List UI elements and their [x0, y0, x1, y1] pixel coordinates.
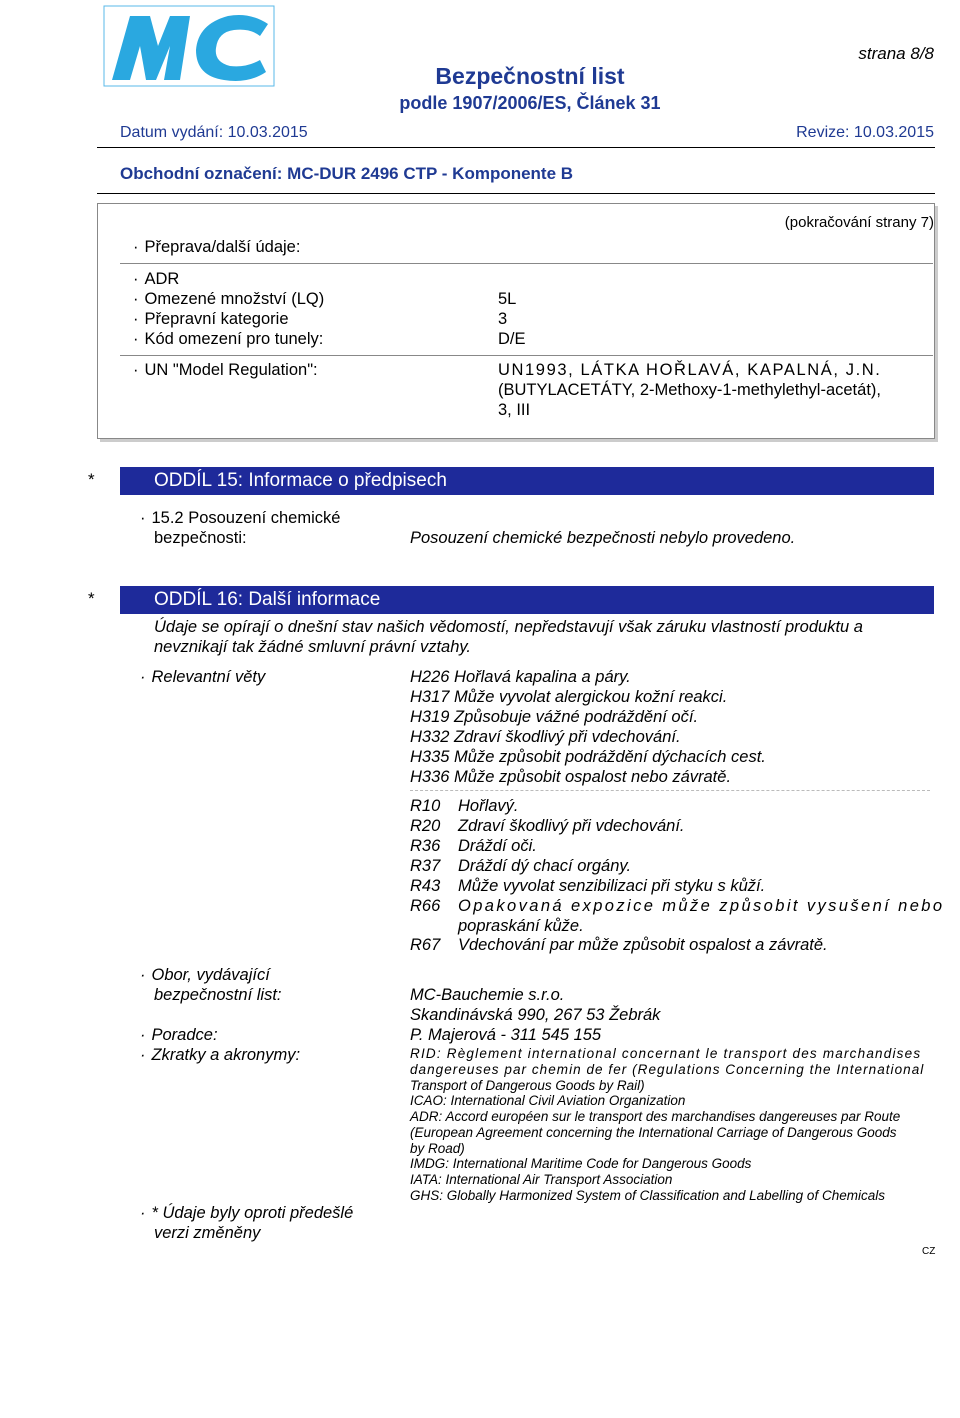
- r-phrase-text: Hořlavý.: [458, 797, 519, 815]
- issue-date: Datum vydání: 10.03.2015: [120, 124, 308, 141]
- section-15-bar: [120, 467, 934, 495]
- r-phrase-code: R36: [410, 837, 441, 855]
- r-phrase-code: R37: [410, 857, 441, 875]
- lq-label: · Omezené množství (LQ): [133, 290, 324, 309]
- h-phrase: H317 Může vyvolat alergickou kožní reakci.: [410, 688, 728, 706]
- r-phrase-text: Dráždí dý chací orgány.: [458, 857, 632, 875]
- section-16-bar: [120, 586, 934, 614]
- r-phrase-code: R67: [410, 936, 441, 954]
- section-16-title: ODDÍL 16: Další informace: [154, 589, 381, 610]
- language-code: CZ: [922, 1246, 936, 1257]
- issuer-label-2: bezpečnostní list:: [154, 986, 282, 1004]
- un-label: · UN "Model Regulation":: [133, 361, 318, 380]
- issuer-name: MC-Bauchemie s.r.o.: [410, 986, 565, 1004]
- section-15-2-label-2: bezpečnosti:: [154, 529, 247, 547]
- h-phrase: H335 Může způsobit podráždění dýchacích cest.: [410, 748, 766, 766]
- abbr-line: IATA: International Air Transport Association: [410, 1172, 673, 1187]
- changed-marker-16: *: [88, 589, 95, 608]
- advisor-value: P. Majerová - 311 545 155: [410, 1026, 602, 1044]
- tunnel-value: D/E: [498, 330, 526, 348]
- trade-name: Obchodní označení: MC-DUR 2496 CTP - Komponente B: [120, 164, 574, 183]
- section-15-2-value: Posouzení chemické bezpečnosti nebylo provedeno.: [410, 529, 796, 547]
- abbr-line: by Road): [410, 1141, 465, 1156]
- abbr-line: Transport of Dangerous Goods by Rail): [410, 1078, 645, 1093]
- advisor-label: · Poradce:: [140, 1026, 218, 1045]
- r-phrase-text: Opakovaná expozice může způsobit vysušení nebo: [458, 897, 945, 915]
- transport-divider-2: [120, 355, 933, 356]
- abbr-line: IMDG: International Maritime Code for Dangerous Goods: [410, 1156, 752, 1171]
- r-phrase-code: R10: [410, 797, 441, 815]
- un-value-line-1: UN1993, LÁTKA HOŘLAVÁ, KAPALNÁ, J.N.: [498, 361, 882, 379]
- r-phrase-code: R20: [410, 817, 441, 835]
- page-number: strana 8/8: [858, 44, 934, 63]
- revision-date: Revize: 10.03.2015: [796, 124, 934, 141]
- phrase-divider: [410, 790, 930, 791]
- changed-note: · * Údaje byly oproti předešlé: [140, 1204, 353, 1223]
- header-divider: [97, 147, 935, 148]
- abbr-line: RID: Règlement international concernant le transport des marchandises: [410, 1046, 922, 1061]
- intro-line-1: Údaje se opírají o dnešní stav našich vědomostí, nepředstavují však záruku vlastností produktu a: [154, 618, 863, 636]
- un-value-line-3: 3, III: [498, 401, 531, 419]
- tunnel-label: · Kód omezení pro tunely:: [133, 330, 323, 349]
- r-phrase-text: Zdraví škodlivý při vdechování.: [458, 817, 685, 835]
- changed-marker: *: [88, 470, 95, 489]
- section-15-2-label: · 15.2 Posouzení chemické: [140, 509, 340, 528]
- abbr-label: · Zkratky a akronymy:: [140, 1046, 300, 1065]
- continuation-note: (pokračování strany 7): [784, 214, 934, 231]
- relevant-label: · Relevantní věty: [140, 668, 265, 687]
- r-phrase-text: Může vyvolat senzibilizaci při styku s kůží.: [458, 877, 766, 895]
- abbr-line: ADR: Accord européen sur le transport des marchandises dangereuses par Route: [410, 1109, 901, 1124]
- h-phrase: H332 Zdraví škodlivý při vdechování.: [410, 728, 681, 746]
- un-value-line-2: (BUTYLACETÁTY, 2-Methoxy-1-methylethyl-acetát),: [498, 381, 881, 399]
- section-15-title: ODDÍL 15: Informace o předpisech: [154, 470, 447, 491]
- r-phrase-text: Vdechování par může způsobit ospalost a závratě.: [458, 936, 828, 954]
- category-value: 3: [498, 310, 508, 328]
- intro-line-2: nevznikají tak žádné smluvní právní vztahy.: [154, 638, 472, 656]
- r-phrase-code: R43: [410, 877, 441, 895]
- h-phrase: H336 Může způsobit ospalost nebo závratě.: [410, 768, 732, 786]
- r-phrase-text: popraskání kůže.: [458, 917, 584, 935]
- category-label: · Přepravní kategorie: [133, 310, 289, 329]
- document-subtitle: podle 1907/2006/ES, Článek 31: [399, 93, 661, 113]
- issuer-label: · Obor, vydávající: [140, 966, 270, 985]
- issuer-address: Skandinávská 990, 267 53 Žebrák: [410, 1006, 661, 1024]
- abbr-line: dangereuses par chemin de fer (Regulations Concerning the International: [410, 1062, 925, 1077]
- h-phrase: H226 Hořlavá kapalina a páry.: [410, 668, 631, 686]
- h-phrase: H319 Způsobuje vážné podráždění očí.: [410, 708, 699, 726]
- r-phrase-code: R66: [410, 897, 441, 915]
- changed-note-2: verzi změněny: [154, 1224, 261, 1242]
- abbr-line: GHS: Globally Harmonized System of Classification and Labelling of Chemicals: [410, 1188, 885, 1203]
- document-title: Bezpečnostní list: [435, 63, 625, 89]
- abbr-line: ICAO: International Civil Aviation Organization: [410, 1093, 686, 1108]
- lq-value: 5L: [498, 290, 517, 308]
- adr-label: · ADR: [133, 270, 179, 289]
- r-phrase-text: Dráždí oči.: [458, 837, 537, 855]
- abbr-line: (European Agreement concerning the International Carriage of Dangerous Goods: [410, 1125, 897, 1140]
- header-divider-2: [97, 193, 935, 194]
- transport-heading: · Přeprava/další údaje:: [133, 238, 300, 257]
- transport-divider: [120, 263, 933, 264]
